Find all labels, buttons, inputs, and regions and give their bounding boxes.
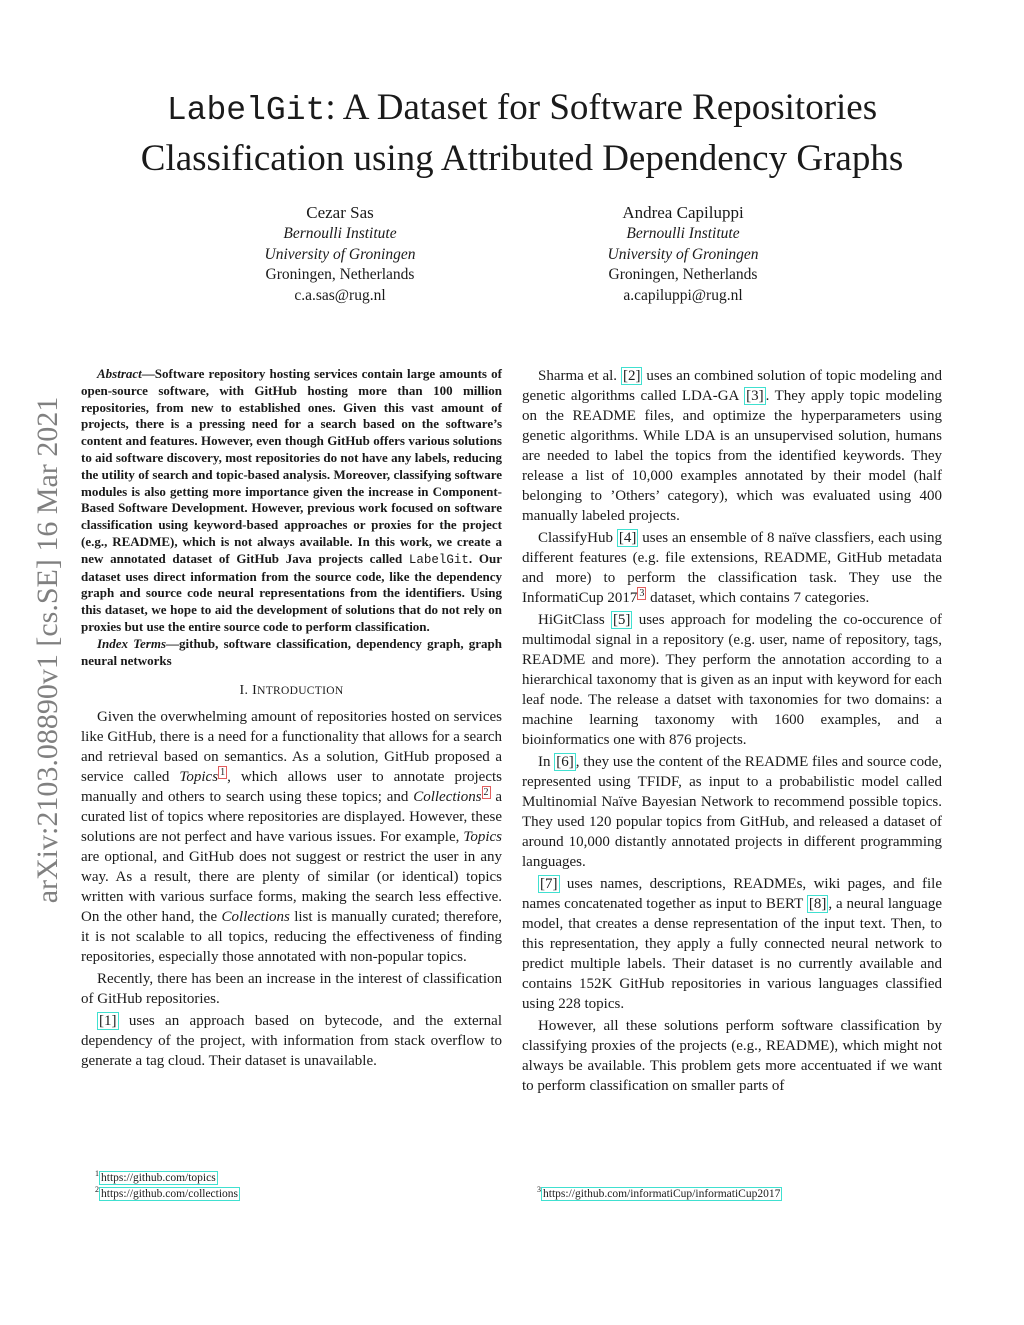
section-title-rest: NTRODUCTION [257, 685, 344, 698]
topics-term: Topics [463, 829, 502, 846]
footnote [95, 1170, 240, 1186]
title-line-1: : A Dataset for Software Repositories [325, 87, 878, 128]
body-text: uses approach for modeling the co-occurence of multimodal signal in a repository (e.g. user, name of repository, tags, README and more). They perform the annotation according to a hierarchical taxonomy that is given as an input with keyword for each leaf node. The release a datset with taxonomies for two domains: a machine learning taxonomy with 1600 examples, and a bioinformatics one with 876 projects. [522, 612, 942, 748]
author-university: University of Groningen [607, 245, 759, 263]
citation-link[interactable]: [1] [99, 1013, 117, 1030]
body-text: list is manually curated; therefore, it is not scalable to all topics, reducing the effectiveness of finding repositories, especially those annotated with non-popular topics. [81, 909, 502, 966]
footnote [95, 1186, 240, 1202]
collections-term: Collections [413, 789, 482, 806]
related-paragraph [522, 366, 942, 526]
topics-term: Topics [179, 769, 219, 786]
abstract [81, 366, 502, 636]
related-paragraph: However, all these solutions perform software classification by classifying proxies of the projects (e.g., README), which might not always be available. This problem gets more accentuated if we want to perform classification on smaller parts of [522, 1018, 942, 1094]
arxiv-identifier: arXiv:2103.08890v1 [cs.SE] 16 Mar 2021 [31, 396, 64, 904]
author-name: Andrea Capiluppi [622, 203, 744, 222]
section-number: I. [239, 683, 249, 699]
related-paragraph [522, 752, 942, 872]
body-text: uses names, descriptions, READMEs, wiki pages, and file names concatenated together as input to BERT [522, 876, 942, 912]
author-email[interactable]: c.a.sas@rug.nl [294, 286, 386, 304]
footnote-number: 1 [95, 1169, 99, 1179]
related-paragraph [522, 610, 942, 750]
abstract-text: —Software repository hosting services contain large amounts of open-source software, with GitHub hosting more than 100 million repositories, from new to established ones. Given this vast amount of projects, there is a pressing need for a search based on the software’s content and features. However, even though GitHub offers various solutions to aid software discovery, most repositories do not have any labels, reducing the utility of search and topic-based analysis. Moreover, classifying software modules is also getting more importance given the increase in Component-Based Software Development. However, previous work focused on software classification using keyword-based approaches or proxies for the project (e.g., README), which is not always available. In this work, we create a new annotated dataset of GitHub Java projects called [81, 366, 502, 566]
author-name: Cezar Sas [306, 203, 374, 222]
citation-link[interactable]: [6] [556, 754, 574, 770]
body-text: Sharma et al. [538, 368, 621, 384]
footnotes-left [95, 1170, 240, 1202]
abstract-text-end: . Our dataset uses direct information from the source code, like the dependency graph and source code neural representations from the identifiers. Using this dataset, we hope to aid the development of solutions that do not rely on proxies but use the entire source code to perform classification. [81, 550, 502, 634]
intro-paragraph [81, 707, 502, 967]
citation-link[interactable]: [5] [612, 612, 631, 628]
collections-term: Collections [221, 909, 290, 926]
index-terms-label: Index Terms [97, 635, 167, 651]
footnote-number: 3 [537, 1185, 541, 1195]
footnote-link[interactable]: https://github.com/informatiCup/informatiCup2017 [543, 1188, 781, 1200]
abstract-label: Abstract [97, 366, 142, 381]
body-text: , they use the content of the README files and source code, represented using TFIDF, as input to a probabilistic model called Multinomial Naïve Bayesian Network to recommend possible topics. They used 120 popular topics from GitHub, and released a dataset of around 10,000 distantly annotated projects in different programming languages. [522, 754, 942, 870]
section-first-letter: I [252, 683, 258, 699]
body-text: uses an approach based on bytecode, and the external dependency of the project, with information from stack overflow to generate a tag cloud. Their dataset is unavailable. [81, 1013, 502, 1070]
body-text: ClassifyHub [538, 530, 617, 546]
related-paragraph [522, 528, 942, 608]
footnote-number: 2 [95, 1185, 99, 1195]
body-text: . They apply topic modeling on the README files, and optimize the hyperparameters using genetic algorithms. While LDA is an unsupervised solution, humans are needed to label the topics from the identified keywords. They release a list of 10,000 examples annotated by their model (half belonging to ’Others’ category), which was evaluated using 400 manually labeled projects. [522, 388, 942, 524]
author-email[interactable]: a.capiluppi@rug.nl [623, 286, 743, 304]
title-code-name: LabelGit [166, 92, 326, 129]
footnote-link[interactable]: https://github.com/collections [101, 1188, 239, 1200]
body-text: In [538, 754, 555, 770]
author-institute: Bernoulli Institute [283, 225, 397, 242]
author-location: Groningen, Netherlands [608, 266, 758, 283]
title-line-2: Classification using Attributed Dependency Graphs [140, 138, 904, 179]
paper-title [60, 84, 984, 183]
citation-link[interactable]: [7] [540, 876, 558, 892]
body-text: HiGitClass [538, 612, 611, 628]
body-text: Given the overwhelming amount of repositories hosted on services like GitHub, there is a need for a functionality that allows for a search and retrieval based on semantics. As a solution, GitHub proposed a service called [81, 709, 502, 786]
index-terms [81, 636, 502, 670]
footnote [537, 1186, 782, 1202]
author-location: Groningen, Netherlands [265, 266, 415, 283]
body-text: , which allows user to annotate projects manually and others to search using these topics; and [81, 769, 502, 806]
body-text: a curated list of topics where repositories are displayed. However, these solutions are not perfect and have various issues. For example, [81, 789, 502, 846]
author-university: University of Groningen [264, 245, 416, 263]
body-text: dataset, which contains 7 categories. [646, 590, 870, 606]
index-terms-text: —github, software classification, dependency graph, graph neural networks [81, 635, 502, 668]
related-paragraph [522, 874, 942, 1014]
author-block [190, 202, 490, 306]
intro-paragraph [81, 1011, 502, 1071]
citation-link[interactable]: [8] [808, 896, 827, 912]
abstract-code-name: LabelGit [408, 552, 469, 567]
citation-link[interactable]: [3] [746, 388, 764, 404]
citation-link[interactable]: [2] [622, 368, 641, 384]
citation-link[interactable]: [4] [618, 530, 637, 546]
body-text: are optional, and GitHub does not suggest or restrict the user in any way. As a result, there are plenty of similar (or identical) topics written with various surface forms, making the search less effective. On the other hand, the [81, 849, 502, 926]
right-column [522, 366, 942, 1096]
left-column [81, 366, 502, 1071]
footnote-ref[interactable]: 2 [483, 787, 489, 799]
footnote-ref[interactable]: 1 [220, 767, 226, 779]
body-text: uses an ensemble of 8 naïve classfiers, each using different features (e.g. file extensions, README, GitHub metadata and more) to perform the classification task. They use the InformatiCup 2017 [522, 530, 943, 606]
body-text: , a neural language model, that creates a dense representation of the input text. Then, to this representation, they apply a fully connected neural network to predict multiple labels. Their dataset is no currently available and contains 152K GitHub repositories in various languages classified using 228 topics. [522, 896, 942, 1012]
footnote-ref[interactable]: 3 [639, 588, 645, 599]
footnote-link[interactable]: https://github.com/topics [101, 1172, 216, 1184]
author-institute: Bernoulli Institute [626, 225, 740, 242]
author-block [533, 202, 833, 306]
body-text: uses an combined solution of topic modeling and genetic algorithms called LDA-GA [522, 368, 942, 404]
section-heading [81, 681, 502, 701]
footnotes-right [537, 1186, 782, 1202]
intro-paragraph: Recently, there has been an increase in the interest of classification of GitHub repositories. [81, 971, 502, 1008]
